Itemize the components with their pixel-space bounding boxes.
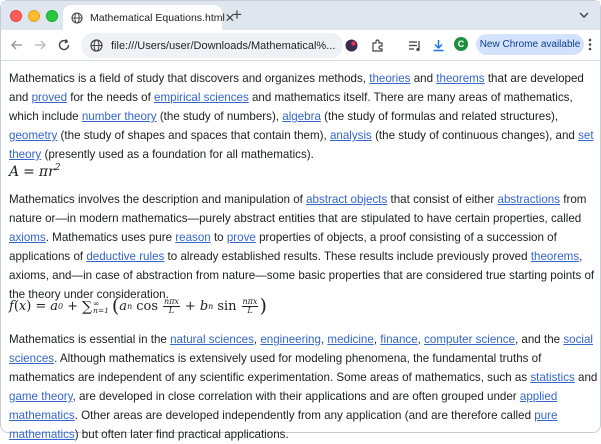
equation-fourier-series: f ( x ) = a 0 + ∑ ∞ n=1 ( a n cos $\frac{\text{nπx}}{L}$ + b n sin $\frac{\text{nπx}}{L}$ ) <box>9 295 267 317</box>
article-link[interactable]: engineering <box>260 333 321 346</box>
new-chrome-available-button[interactable]: New Chrome available <box>476 34 584 55</box>
close-window-button[interactable] <box>10 10 22 22</box>
article-text: . Mathematics uses pure <box>45 231 176 244</box>
article-link[interactable]: prove <box>226 231 256 244</box>
article-link[interactable]: applied mathematics <box>9 390 558 422</box>
reading-list-icon[interactable] <box>407 38 422 53</box>
article-text: , and the <box>514 333 564 346</box>
article-text: (the study of continuous changes), and <box>371 129 579 142</box>
article-text: that are developed and <box>9 72 584 104</box>
article-text: . Other areas are developed independently from any application (and are therefore called <box>74 409 535 422</box>
more-menu-icon[interactable] <box>588 38 592 51</box>
new-tab-button[interactable]: + <box>232 5 242 24</box>
article-link[interactable]: statistics <box>530 371 575 384</box>
article-text: , <box>253 333 261 346</box>
puzzle-icon[interactable] <box>370 38 385 53</box>
article-link[interactable]: reason <box>175 231 211 244</box>
back-icon[interactable] <box>10 38 24 52</box>
article-text: for the needs of <box>67 91 155 104</box>
globe-icon <box>71 12 83 24</box>
url-text: file:///Users/user/Downloads/Mathematical%... <box>111 39 336 52</box>
article-link[interactable]: deductive rules <box>86 250 165 263</box>
tab-strip <box>1 1 600 30</box>
article-text: to already established results. These results include previously proved <box>164 250 531 263</box>
article-text: (presently used as a foundation for all mathematics). <box>41 148 314 161</box>
forward-icon[interactable] <box>33 38 47 52</box>
article-link[interactable]: theorems <box>530 250 580 263</box>
address-bar[interactable] <box>81 33 343 58</box>
reload-icon[interactable] <box>57 38 71 52</box>
article-link[interactable]: geometry <box>9 129 58 142</box>
article-text: and mathematics itself. There are many areas of mathematics, which include <box>9 91 573 123</box>
tab-active[interactable] <box>63 5 235 30</box>
article-text: , <box>320 333 328 346</box>
article-text: (the study of shapes and spaces that contain them), <box>57 129 330 142</box>
article-text: and <box>574 371 598 384</box>
article-link[interactable]: computer science <box>424 333 515 346</box>
profile-avatar[interactable]: C <box>454 37 468 51</box>
article-text: (the study of formulas and related structures), <box>320 110 559 123</box>
tab-title: Mathematical Equations.html <box>90 11 225 24</box>
article-text: , <box>373 333 381 346</box>
article-link[interactable]: natural sciences <box>170 333 254 346</box>
article-text: , <box>417 333 425 346</box>
article-text: (the study of numbers), <box>156 110 283 123</box>
article-text: Mathematics is essential in the <box>9 333 171 346</box>
article-link[interactable]: theories <box>369 72 411 85</box>
paragraph-intro <box>9 69 599 164</box>
article-text: properties of objects, a proof consisting of a succession of applications of <box>9 231 557 263</box>
article-link[interactable]: empirical sciences <box>154 91 249 104</box>
article-text: to <box>210 231 227 244</box>
download-icon[interactable] <box>431 38 446 53</box>
article-link[interactable]: medicine <box>327 333 374 346</box>
article-link[interactable]: social sciences <box>9 333 593 365</box>
article-text: Mathematics involves the description and manipulation of <box>9 193 307 206</box>
equation-circle-area: $A = \pi r^2$ <box>9 163 61 180</box>
article-link[interactable]: finance <box>380 333 418 346</box>
extension-icon[interactable] <box>344 38 359 53</box>
maximize-window-button[interactable] <box>46 10 58 22</box>
article-link[interactable]: proved <box>31 91 68 104</box>
article-link[interactable]: pure mathematics <box>9 409 558 441</box>
article-text: , axioms, and—in case of abstraction from nature—some basic properties that are considered true starting points of the theory under consideration. <box>9 250 595 301</box>
article-link[interactable]: axioms <box>9 231 46 244</box>
article-link[interactable]: number theory <box>81 110 157 123</box>
article-text: and <box>410 72 437 85</box>
article-text: ) but often later find practical applications. <box>74 428 289 441</box>
article-text: , are developed in close correlation with their applications and are often grouped under <box>72 390 520 403</box>
article-link[interactable]: algebra <box>282 110 321 123</box>
article-text: from nature or—in modern mathematics—purely abstract entities that are stipulated to have certain properties, called <box>9 193 587 225</box>
article-link[interactable]: theorems <box>436 72 485 85</box>
minimize-window-button[interactable] <box>28 10 40 22</box>
article-link[interactable]: abstractions <box>497 193 561 206</box>
site-info-icon[interactable] <box>90 39 103 52</box>
article-text: Mathematics is a field of study that discovers and organizes methods, <box>9 72 370 85</box>
article-text: that consist of either <box>387 193 498 206</box>
search-tabs-icon[interactable] <box>578 9 590 21</box>
close-icon[interactable]: ✕ <box>224 10 235 25</box>
article-link[interactable]: game theory <box>9 390 73 403</box>
paragraph-applications <box>9 330 599 444</box>
article-text: . Although mathematics is extensively used for modeling phenomena, the fundamental truths of mathematics are independent of any scientific experimentation. Some areas of mathematics, such as <box>9 352 542 384</box>
article-link[interactable]: analysis <box>329 129 372 142</box>
article-link[interactable]: abstract objects <box>306 193 388 206</box>
paragraph-abstract-objects <box>9 190 599 304</box>
article-link[interactable]: set theory <box>9 129 594 161</box>
